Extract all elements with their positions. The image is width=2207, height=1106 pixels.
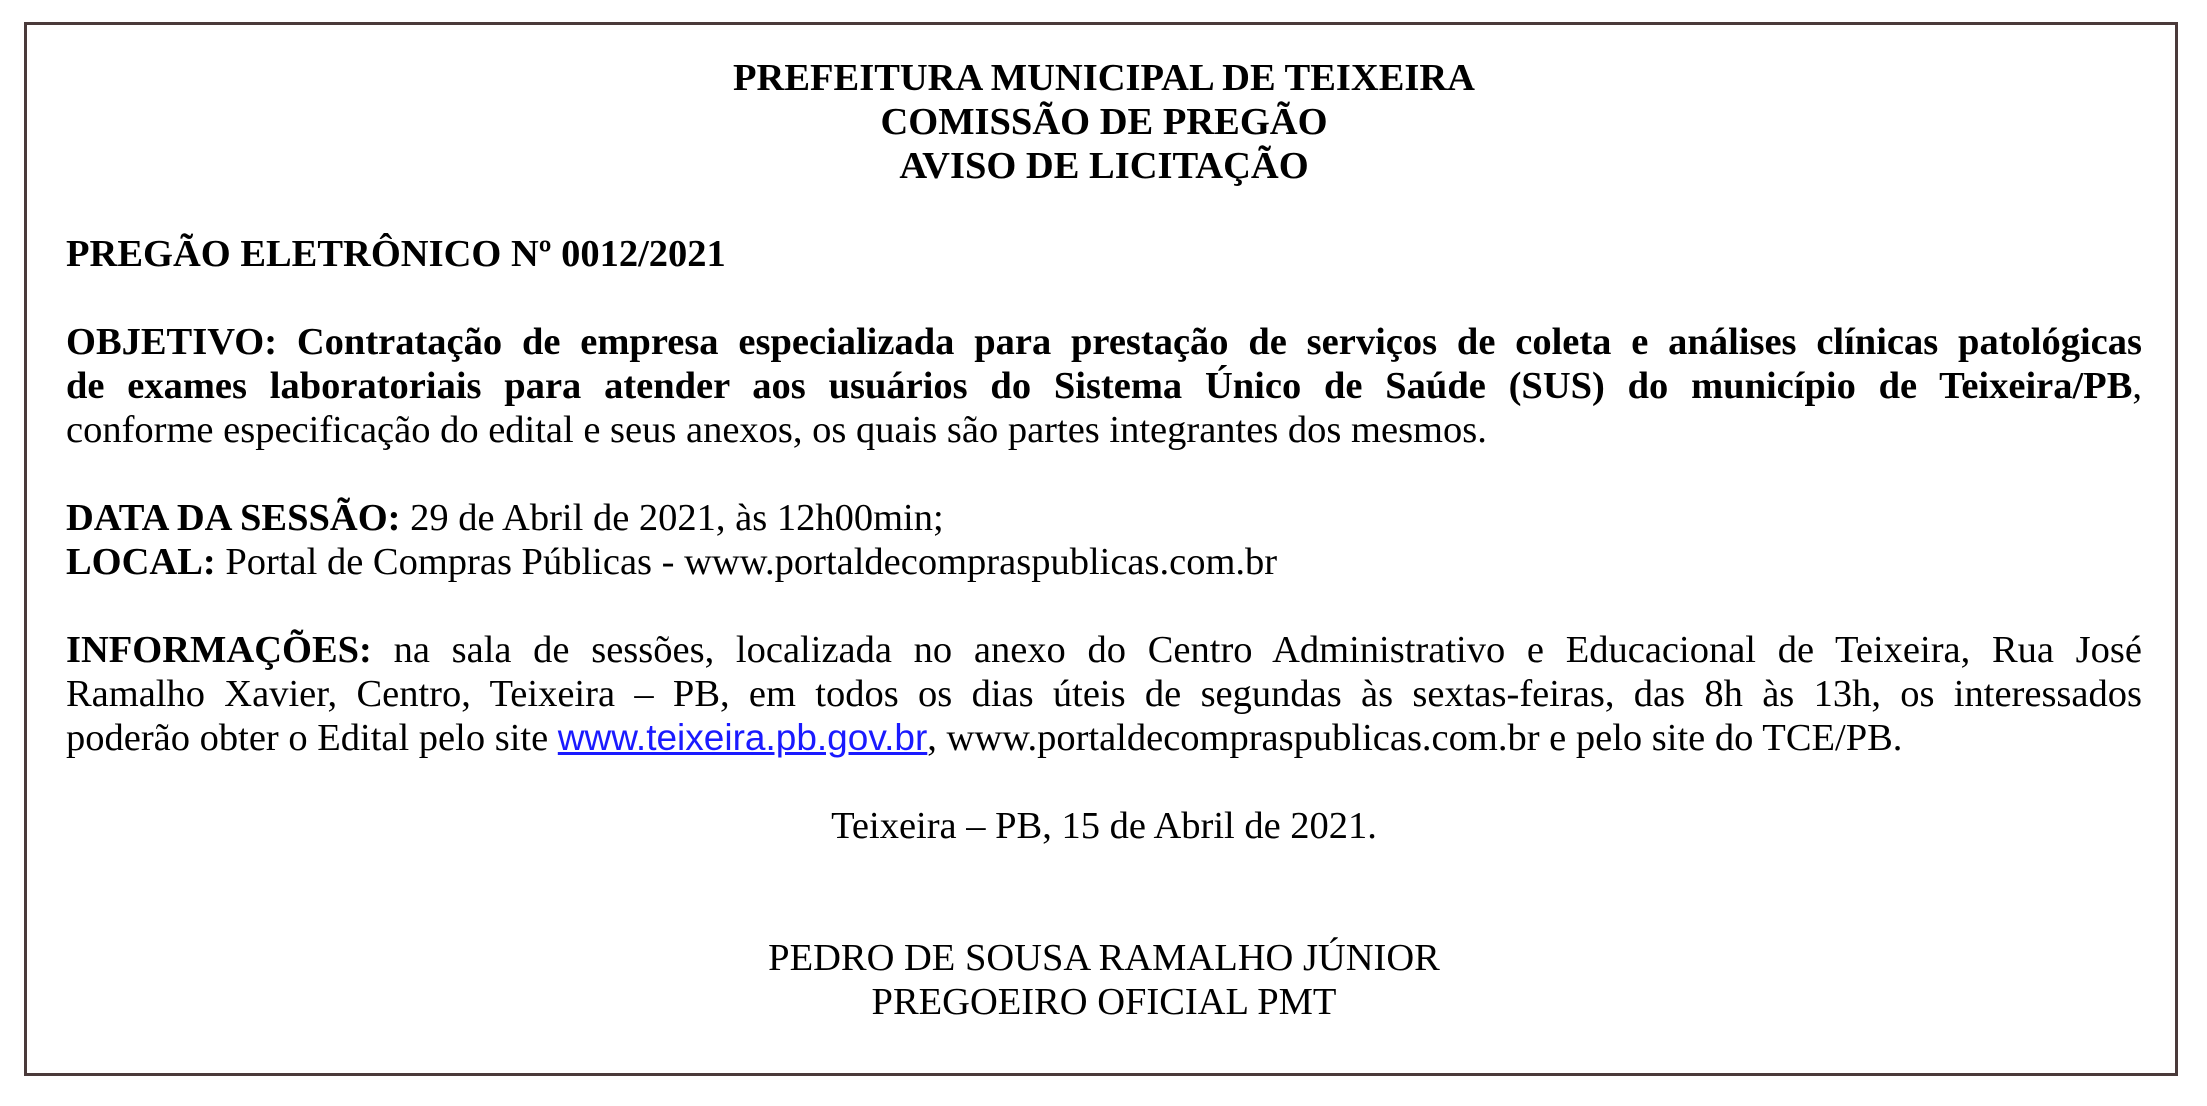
notice-content	[66, 56, 2142, 1024]
signature-role: PREGOEIRO OFICIAL PMT	[871, 981, 1337, 1023]
local-value: Portal de Compras Públicas - www.portaldecompraspublicas.com.br	[215, 541, 1278, 583]
signature-name: PEDRO DE SOUSA RAMALHO JÚNIOR	[768, 937, 1440, 979]
informacoes-line3-before: poderão obter o Edital pelo site	[66, 717, 558, 759]
objetivo-line3: conforme especificação do edital e seus anexos, os quais são partes integrantes dos mesmos.	[66, 409, 1487, 451]
sessao-local-block	[66, 496, 2142, 584]
informacoes-line2: Ramalho Xavier, Centro, Teixeira – PB, em todos os dias úteis de segundas às sextas-feiras, das 8h às 13h, os interessados	[66, 673, 2142, 715]
local-label: LOCAL:	[66, 541, 216, 583]
objetivo-paragraph	[66, 320, 2142, 452]
informacoes-label: INFORMAÇÕES:	[66, 629, 372, 671]
informacoes-line1: na sala de sessões, localizada no anexo do Centro Administrativo e Educacional de Teixeira, Rua José	[371, 629, 2142, 671]
header-aviso: AVISO DE LICITAÇÃO	[899, 145, 1309, 187]
local-line	[66, 540, 2142, 584]
objetivo-comma: ,	[2132, 365, 2142, 407]
date-line: Teixeira – PB, 15 de Abril de 2021.	[831, 805, 1377, 847]
pregao-number: PREGÃO ELETRÔNICO Nº 0012/2021	[66, 233, 726, 275]
objetivo-bold-line2: de exames laboratoriais para atender aos usuários do Sistema Único de Saúde (SUS) do município de Teixeira/PB	[66, 365, 2133, 407]
sessao-value: 29 de Abril de 2021, às 12h00min;	[400, 497, 944, 539]
sessao-label: DATA DA SESSÃO:	[66, 497, 401, 539]
header-prefeitura: PREFEITURA MUNICIPAL DE TEIXEIRA	[733, 57, 1475, 99]
objetivo-bold-line1: Contratação de empresa especializada para prestação de serviços de coleta e análises clínicas patológicas	[296, 321, 2143, 363]
objetivo-label: OBJETIVO:	[66, 321, 278, 363]
notice-header	[66, 56, 2142, 188]
informacoes-line3-after: , www.portaldecompraspublicas.com.br e pelo site do TCE/PB.	[927, 717, 1903, 759]
teixeira-site-link[interactable]: www.teixeira.pb.gov.br	[557, 717, 928, 758]
informacoes-paragraph	[66, 628, 2142, 760]
informacoes-line3	[66, 716, 2142, 760]
header-comissao: COMISSÃO DE PREGÃO	[880, 101, 1328, 143]
sessao-line	[66, 496, 2142, 540]
